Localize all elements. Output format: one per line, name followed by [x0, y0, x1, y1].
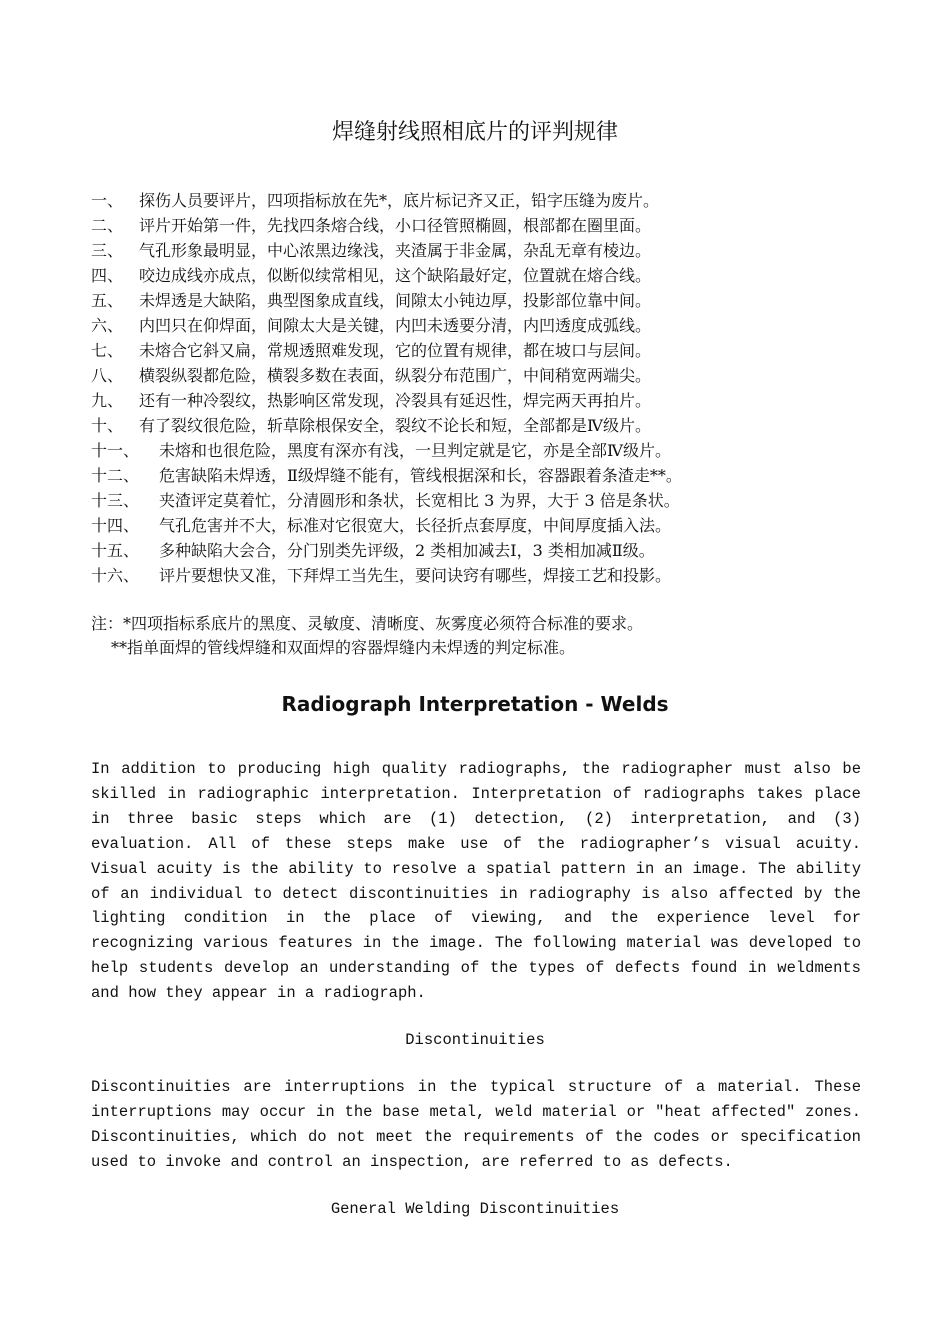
item-text: 有了裂纹很危险，斩草除根保安全，裂纹不论长和短，全部都是Ⅳ级片。	[139, 416, 651, 435]
item-text: 评片要想快又准，下拜焊工当先生，要问诀窍有哪些，焊接工艺和投影。	[159, 566, 672, 585]
item-text: 气孔危害并不大，标准对它很宽大，长径折点套厚度，中间厚度插入法。	[159, 516, 672, 535]
item-text: 探伤人员要评片，四项指标放在先*，底片标记齐又正，铅字压缝为废片。	[139, 191, 660, 210]
list-item	[91, 288, 891, 313]
item-text: 咬边成线亦成点，似断似续常相见，这个缺陷最好定，位置就在熔合线。	[139, 266, 652, 285]
item-number: 十五、	[91, 541, 140, 560]
chinese-notes	[91, 612, 911, 660]
list-item	[91, 338, 891, 363]
list-item	[91, 363, 891, 388]
list-item	[91, 313, 891, 338]
item-number: 十六、	[91, 566, 140, 585]
chinese-title: 焊缝射线照相底片的评判规律	[331, 120, 618, 145]
item-number: 六、	[91, 316, 124, 335]
intro-paragraph: In addition to producing high quality radiographs, the radiographer must also be skilled in radiographic interpretation. Interpretation of radiographs takes place in three basic steps which are (1) detection, (2) interpretation, and (3) evaluation. All of these steps make use of the radiographer’s visual acuity. Visual acuity is the ability to resolve a spatial pattern in an image. The ability of an individual to detect discontinuities in radiography is also affected by the lighting condition in the place of viewing, and the experience level for recognizing various features in the image. The following material was developed to help students develop an understanding of the types of defects found in weldments and how they appear in a radiograph.	[91, 760, 861, 1003]
list-item	[91, 188, 891, 213]
list-item	[91, 238, 891, 263]
list-item	[91, 438, 891, 463]
list-item	[91, 263, 891, 288]
item-number: 一、	[91, 191, 124, 210]
item-text: 未焊透是大缺陷，典型图象成直线，间隙太小钝边厚，投影部位靠中间。	[139, 291, 652, 310]
list-item	[91, 463, 891, 488]
english-title: Radiograph Interpretation - Welds	[281, 692, 669, 716]
list-item	[91, 538, 891, 563]
list-item	[91, 513, 891, 538]
list-item	[91, 563, 891, 588]
discontinuities-heading: Discontinuities	[405, 1031, 545, 1049]
list-item	[91, 488, 891, 513]
note-line: **指单面焊的管线焊缝和双面焊的容器焊缝内未焊透的判定标准。	[111, 638, 576, 657]
general-discontinuities-heading: General Welding Discontinuities	[330, 1200, 620, 1218]
list-item	[91, 213, 891, 238]
item-number: 十二、	[91, 466, 140, 485]
item-number: 四、	[91, 266, 124, 285]
item-text: 多种缺陷大会合，分门别类先评级，2 类相加减去Ⅰ，3 类相加减Ⅱ级。	[159, 541, 655, 560]
item-text: 评片开始第一件，先找四条熔合线，小口径管照椭圆，根部都在圈里面。	[139, 216, 652, 235]
item-number: 十、	[91, 416, 124, 435]
item-text: 未熔合它斜又扁，常规透照难发现，它的位置有规律，都在坡口与层间。	[139, 341, 652, 360]
item-number: 二、	[91, 216, 124, 235]
item-text: 危害缺陷未焊透，Ⅱ级焊缝不能有，管线根据深和长，容器跟着条渣走**。	[159, 466, 682, 485]
discontinuities-paragraph: Discontinuities are interruptions in the typical structure of a material. These interruptions may occur in the base metal, weld material or "heat affected" zones. Discontinuities, which do not meet the requirements of the codes or specification used to invoke and control an inspection, are referred to as defects.	[91, 1078, 861, 1171]
item-text: 未熔和也很危险，黑度有深亦有浅，一旦判定就是它，亦是全部Ⅳ级片。	[159, 441, 671, 460]
item-number: 七、	[91, 341, 124, 360]
item-number: 十三、	[91, 491, 140, 510]
item-text: 横裂纵裂都危险，横裂多数在表面，纵裂分布范围广，中间稍宽两端尖。	[139, 366, 652, 385]
item-text: 夹渣评定莫着忙，分清圆形和条状，长宽相比 3 为界，大于 3 倍是条状。	[159, 491, 680, 510]
item-number: 十一、	[91, 441, 140, 460]
item-number: 五、	[91, 291, 124, 310]
item-text: 内凹只在仰焊面，间隙太大是关键，内凹未透要分清，内凹透度成弧线。	[139, 316, 652, 335]
chinese-rules-list	[91, 188, 891, 588]
item-number: 三、	[91, 241, 124, 260]
item-number: 八、	[91, 366, 124, 385]
list-item	[91, 388, 891, 413]
item-text: 还有一种冷裂纹，热影响区常发现，冷裂具有延迟性，焊完两天再拍片。	[139, 391, 652, 410]
note-line: 注：*四项指标系底片的黑度、灵敏度、清晰度、灰雾度必须符合标准的要求。	[91, 614, 644, 633]
item-number: 十四、	[91, 516, 140, 535]
list-item	[91, 413, 891, 438]
item-text: 气孔形象最明显，中心浓黑边缘浅，夹渣属于非金属，杂乱无章有棱边。	[139, 241, 652, 260]
item-number: 九、	[91, 391, 124, 410]
